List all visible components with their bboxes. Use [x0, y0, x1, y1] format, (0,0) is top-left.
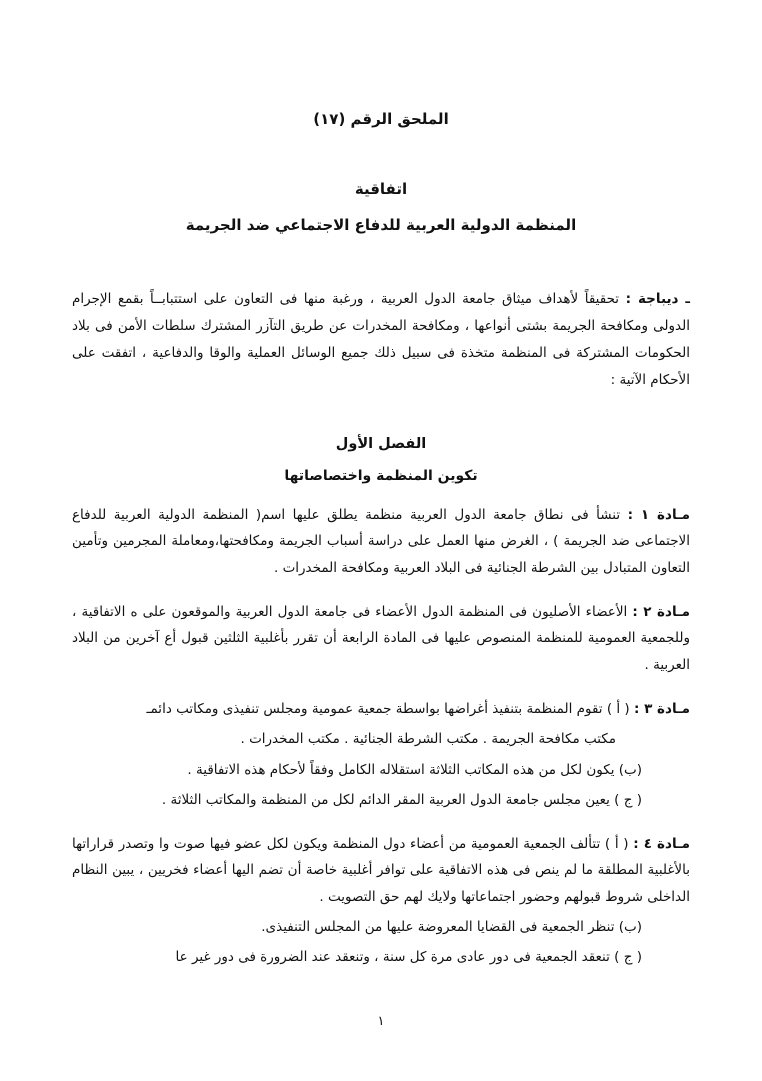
- preamble-text: تحقيقاً لأهداف ميثاق جامعة الدول العربية ، ورغبة منها فى التعاون على استتبابــاً بقمع الإجرام الدولى ومكافحة الجريمة بشتى أنواعها ، ومكافحة المخدرات عن طريق التآزر المشترك سلطات الأمن فى بلاد الحكومات المشتركة فى المنظمة متخذة فى سبيل ذلك جميع الوسائل العملية والوقا والدفاعية ، اتفقت على الأحكام الآتية :: [72, 291, 690, 388]
- article-3: [72, 696, 690, 722]
- document-title-line-2: المنظمة الدولية العربية للدفاع الاجتماعي ضد الجريمة: [185, 216, 577, 234]
- preamble-label: ـ ديباجة :: [625, 291, 691, 307]
- article-1: [72, 502, 690, 581]
- page-number: ١: [377, 1014, 385, 1029]
- article-3-clause-b: (ب) يكون لكل من هذه المكاتب الثلاثة استقلاله الكامل وفقاً لأحكام هذه الاتفاقية .: [187, 761, 642, 778]
- article-3-clause-c: ( ج ) يعين مجلس جامعة الدول العربية المقر الدائم لكل من المنظمة والمكاتب الثلاثة .: [161, 791, 642, 808]
- article-label: مـادة ٤ :: [633, 836, 690, 853]
- preamble-paragraph: [72, 286, 690, 394]
- article-4-clause-c: ( ج ) تنعقد الجمعية فى دور عادى مرة كل سنة ، وتنعقد عند الضرورة فى دور غير عا: [175, 949, 642, 966]
- article-3-clause-a-continued: مكتب مكافحة الجريمة . مكتب الشرطة الجنائية . مكتب المخدرات .: [240, 731, 616, 748]
- article-4-clause-b: (ب) تنظر الجمعية فى القضايا المعروضة عليها من المجلس التنفيذى.: [261, 919, 642, 936]
- chapter-title: الفصل الأول: [335, 436, 427, 452]
- article-text: الأعضاء الأصليون فى المنظمة الدول الأعضاء فى جامعة الدول العربية والموقعون على ه الاتفاقية ، وللجمعية العمومية للمنظمة المنصوص عليها فى المادة الرابعة أن تقرر بأغلبية الثلثين قبول أع آخرين من البلاد العربية .: [72, 603, 690, 673]
- article-4: [72, 831, 690, 910]
- document-title-line-1: اتفاقية: [354, 180, 408, 198]
- chapter-subtitle: تكوين المنظمة واختصاصاتها: [284, 468, 478, 484]
- article-label: مـادة ٢ :: [632, 603, 690, 620]
- article-text: ( أ ) تقوم المنظمة بتنفيذ أغراضها بواسطة جمعية عمومية ومجلس تنفيذى ومكاتب دائمـ: [146, 700, 630, 717]
- article-text: ( أ ) تتألف الجمعية العمومية من أعضاء دول المنظمة ويكون لكل عضو فيها صوت وا وتصدر قراراتها بالأغلبية المطلقة ما لم ينص فى هذه الاتفاقية على توافر أغلبية خاصة أن تضم اليها أعضاء فخريين ، يبين النظام الداخلى شروط قبولهم وحضور اجتماعاتها ولايك لهم حق التصويت .: [72, 836, 690, 905]
- article-text: تنشأ فى نطاق جامعة الدول العربية منظمة يطلق عليها اسم( المنظمة الدولية العربية للدفاع الاجتماعى ضد الجريمة ) ، الغرض منها العمل على دراسة أسباب الجريمة ومكافحتها،ومعاملة المجرمين وتأمين التعاون المتبادل بين الشرطة الجنائية فى البلاد العربية ومكافحة المخدرات .: [72, 507, 690, 576]
- article-label: مـادة ٣ :: [634, 700, 690, 717]
- article-label: مـادة ١ :: [627, 507, 690, 523]
- article-2: [72, 599, 690, 678]
- annex-title: الملحق الرقم (١٧): [313, 110, 449, 128]
